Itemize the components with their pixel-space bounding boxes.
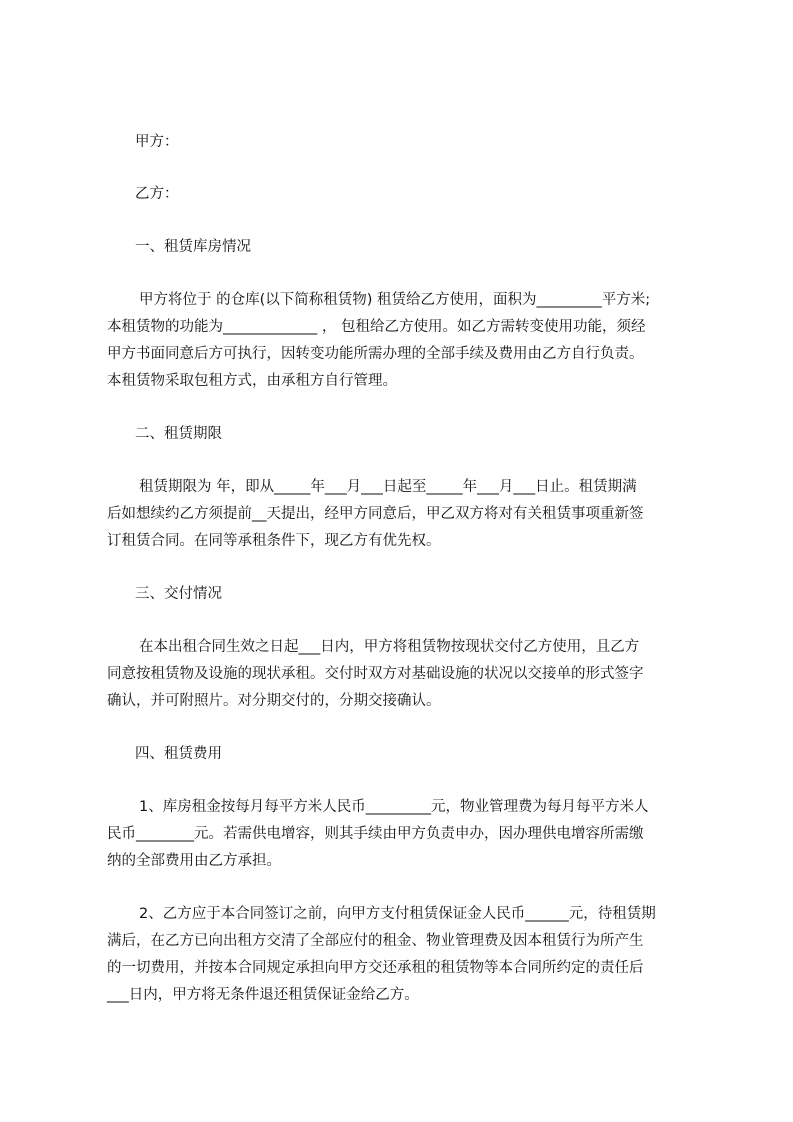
section-2-line-2: 后如想续约乙方须提前__天提出，经甲方同意后，甲乙双方将对有关租赁事项重新签 (107, 506, 644, 522)
section-1-line-4: 本租赁物采取包租方式，由承租方自行管理。 (107, 373, 397, 389)
party-a-label: 甲方： (135, 134, 179, 150)
section-1-line-1: 甲方将位于 的仓库(以下简称租赁物) 租赁给乙方使用，面积为_________平方米; (139, 292, 651, 308)
section-4-para-2-line-4: ___日内，甲方将无条件退还租赁保证金给乙方。 (107, 987, 419, 1003)
section-1-line-2: 本租赁物的功能为_____________ ， 包租给乙方使用。如乙方需转变使用功能，须经 (107, 319, 646, 335)
section-4-para-2-line-1: 2、乙方应于本合同签订之前，向甲方支付租赁保证金人民币______元，待租赁期 (139, 906, 656, 922)
section-2-line-1: 租赁期限为 年，即从_____年___月___日起至_____年___月___日止。租赁期满 (139, 479, 637, 495)
section-3-line-2: 同意按租赁物及设施的现状承租。交付时双方对基础设施的状况以交接单的形式签字 (107, 666, 644, 682)
section-4-para-1-line-3: 纳的全部费用由乙方承担。 (107, 853, 281, 869)
section-3-title: 三、交付情况 (135, 586, 222, 602)
section-4-para-2-line-3: 的一切费用，并按本合同规定承担向甲方交还承租的租赁物等本合同所约定的责任后 (107, 960, 644, 976)
section-1-title: 一、租赁库房情况 (135, 239, 251, 255)
section-4-para-1-line-2: 民币________元。若需供电增容，则其手续由甲方负责申办，因办理供电增容所需缴 (107, 826, 644, 842)
section-2-title: 二、租赁期限 (135, 426, 222, 442)
section-2-line-3: 订租赁合同。在同等承租条件下，现乙方有优先权。 (107, 533, 441, 549)
section-4-title: 四、租赁费用 (135, 746, 222, 762)
section-3-line-3: 确认，并可附照片。对分期交付的，分期交接确认。 (107, 693, 441, 709)
section-4-para-1-line-1: 1、库房租金按每月每平方米人民币_________元，物业管理费为每月每平方米人 (139, 799, 649, 815)
section-1-line-3: 甲方书面同意后方可执行，因转变功能所需办理的全部手续及费用由乙方自行负责。 (107, 346, 644, 362)
party-b-label: 乙方： (135, 186, 179, 202)
section-4-para-2-line-2: 满后，在乙方已向出租方交清了全部应付的租金、物业管理费及因本租赁行为所产生 (107, 933, 644, 949)
section-3-line-1: 在本出租合同生效之日起___日内，甲方将租赁物按现状交付乙方使用，且乙方 (139, 639, 640, 655)
